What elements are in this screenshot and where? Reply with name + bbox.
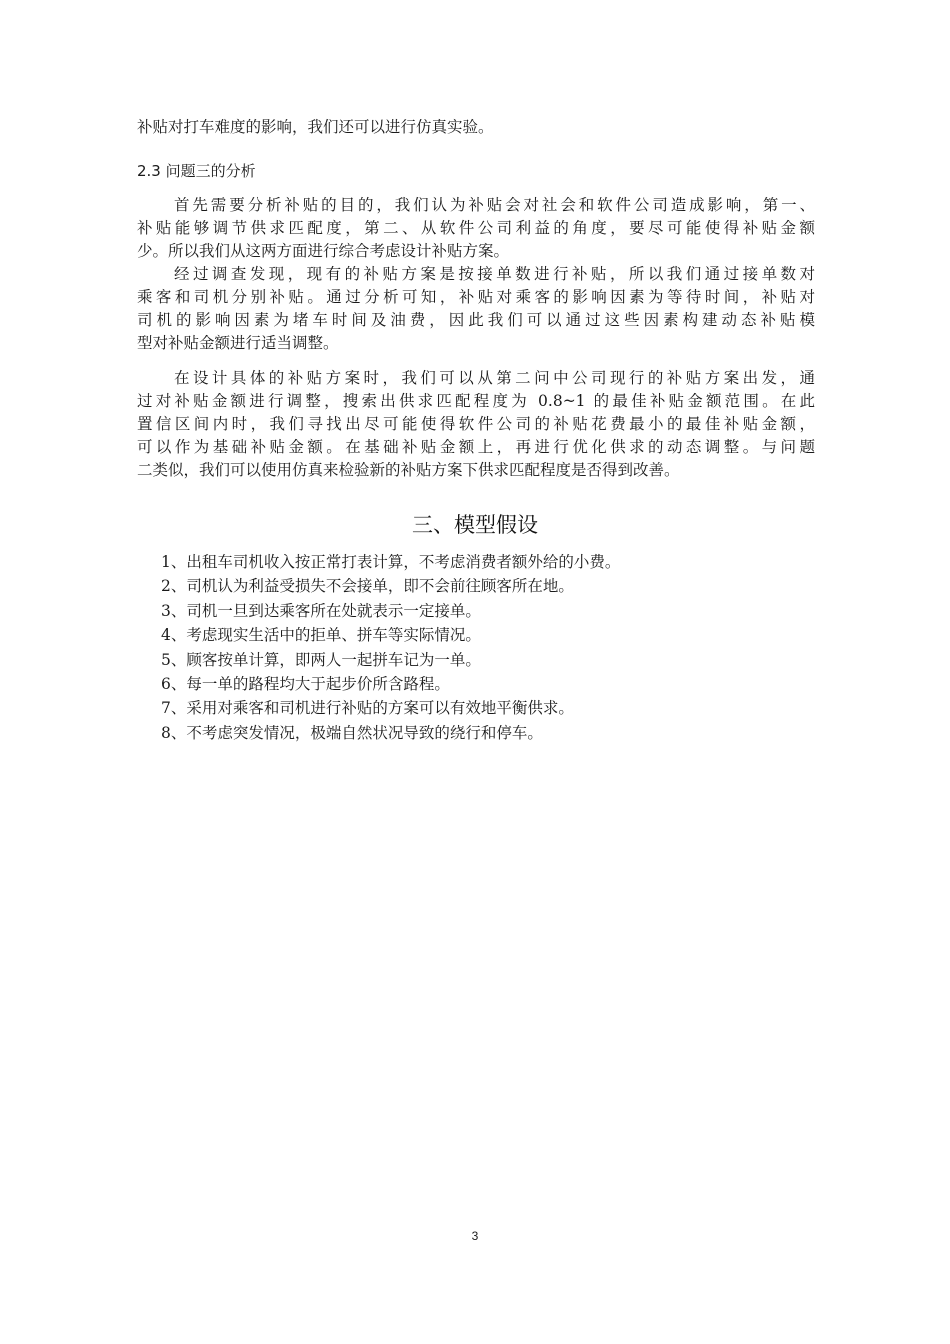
section-heading-2-3: 2.3 问题三的分析 — [137, 162, 256, 180]
list-item: 8、不考虑突发情况，极端自然状况导致的绕行和停车。 — [161, 723, 543, 742]
text-line: 可以作为基础补贴金额。在基础补贴金额上，再进行优化供求的动态调整。与问题 — [137, 438, 815, 456]
list-item: 6、每一单的路程均大于起步价所含路程。 — [161, 674, 450, 693]
text-line: 过对补贴金额进行调整，搜索出供求匹配程度为 0.8~1 的最佳补贴金额范围。在此 — [137, 392, 815, 410]
assumption-list — [161, 550, 815, 745]
page-number: 3 — [471, 1229, 479, 1243]
text-line: 在设计具体的补贴方案时，我们可以从第二问中公司现行的补贴方案出发，通 — [174, 369, 815, 387]
text-line: 二类似，我们可以使用仿真来检验新的补贴方案下供求匹配程度是否得到改善。 — [137, 461, 680, 479]
text-line: 补贴能够调节供求匹配度，第二、从软件公司利益的角度，要尽可能使得补贴金额 — [137, 219, 815, 237]
text-line: 乘客和司机分别补贴。通过分析可知，补贴对乘客的影响因素为等待时间，补贴对 — [137, 288, 815, 306]
intro-paragraph — [137, 116, 815, 139]
list-item: 7、采用对乘客和司机进行补贴的方案可以有效地平衡供求。 — [161, 699, 574, 718]
text-line: 置信区间内时，我们寻找出尽可能使得软件公司的补贴花费最小的最佳补贴金额， — [137, 415, 815, 433]
section-heading-3: 三、模型假设 — [412, 513, 538, 537]
list-item: 2、司机认为利益受损失不会接单，即不会前往顾客所在地。 — [161, 577, 574, 596]
paragraph-1 — [137, 194, 815, 263]
list-item: 4、考虑现实生活中的拒单、拼车等实际情况。 — [161, 626, 481, 645]
text-line: 型对补贴金额进行适当调整。 — [137, 334, 339, 352]
text-line: 首先需要分析补贴的目的，我们认为补贴会对社会和软件公司造成影响，第一、 — [174, 196, 815, 214]
list-item: 1、出租车司机收入按正常打表计算，不考虑消费者额外给的小费。 — [161, 553, 621, 571]
paragraph-2 — [137, 263, 815, 355]
text-line: 补贴对打车难度的影响，我们还可以进行仿真实验。 — [137, 118, 494, 136]
paragraph-3 — [137, 367, 815, 482]
text-line: 少。所以我们从这两方面进行综合考虑设计补贴方案。 — [137, 242, 510, 260]
list-item: 5、顾客按单计算，即两人一起拼车记为一单。 — [161, 650, 481, 669]
list-item: 3、司机一旦到达乘客所在处就表示一定接单。 — [161, 601, 481, 620]
text-line: 经过调查发现，现有的补贴方案是按接单数进行补贴，所以我们通过接单数对 — [174, 265, 815, 283]
text-line: 司机的影响因素为堵车时间及油费，因此我们可以通过这些因素构建动态补贴模 — [137, 311, 815, 329]
